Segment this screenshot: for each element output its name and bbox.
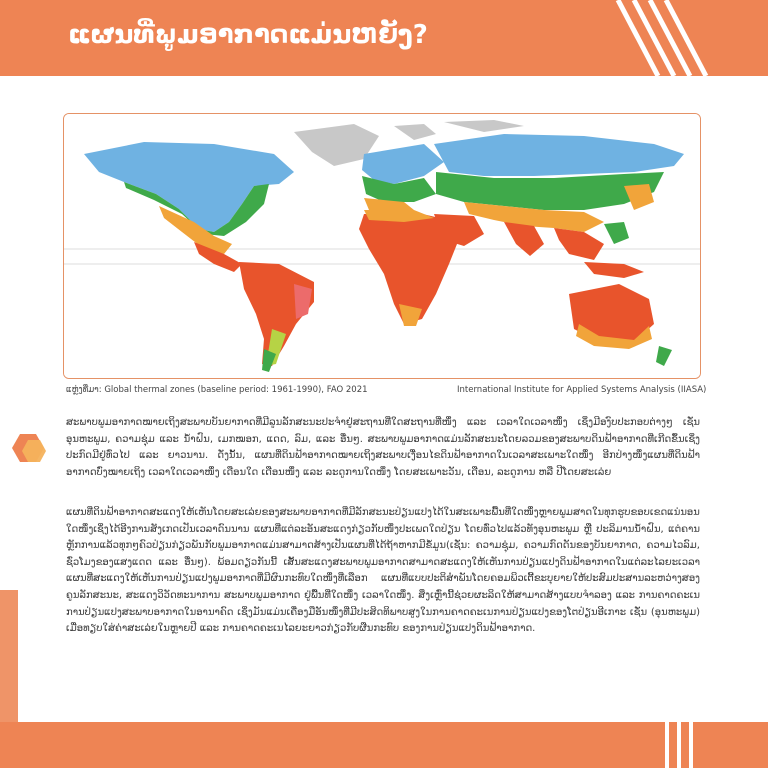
page-header [0, 0, 768, 76]
page-footer [0, 722, 768, 768]
footer-stripes-icon [655, 722, 745, 768]
paragraph-climate-maps: ແຜນທີ່ດິນຟ້າອາກາດສະແດງໃຫ້ເຫັນໂດຍສະເລ່ຍຂອງສະພາບອາກາດທີ່ມີລັກສະນະປ່ຽນແປງໄດ້ໃນສະເພາະພື້ນທີ່ໃດໜຶ່ງຫຼາຍພູມສາດໃນທຸກຮູບຂອບເຂດແນ່ນອນໃດໜຶ່ງເຊິ່ງໄດ້ອີງການສັງເກດເປັນເວລາດົນນານ ແຜນທີ່ແຕ່ລະອັນສະແດງກ່ຽວກັບໜຶ່ງປະເພດໃດປ່ຽນ ໂດຍທົ່ວໄປແລ້ວທັງອຸນຫະພູມ ຫຼື ປະລິມານນ້ຳຝົນ, ແຕ່ຄານຫຼັກການແລ້ວທຸກໆຄົວປ່ຽນກ່ຽວພັນກັບພູມອາກາດແມ່ນສາມາດສ້າງເປັນແຜນທີ່ໄດ້ຖ້າຫາກມີຂໍ້ມູນ(ເຊັ່ນ: ຄວາມຊຸ່ມ, ຄວາມກົດດັນຂອງບັນຍາກາດ, ຄວາມໄວລົມ, ຊົ່ວໂມງຂອງແສງແດດ ແລະ ອື່ນໆ). ພ້ອມດຽວກັນນີ້ ເສັ້ນສະແດງສະພາບພູມອາກາດສາມາດສະແດງໃຫ້ເຫັນການປ່ຽນແປງດິນຟ້າອາກາດໃນແຕ່ລະໄລຍະເວລາ ແຜນທີ່ສະແດງໃຫ້ເຫັນການປ່ຽນແປງພູມອາກາດທີ່ມີຜົນກະທົບໃດໜຶ່ງທີ່ເລືອກ ແຜນທີ່ແບບປະຕິສຳພັນໂດຍຄອມພິວເຕີ້ຂະບຸຍາຍໃຫ້ປະສົມປະສານລະຫວ່າງສອງຄູນລັກສະນະ, ສະແດງວິວັດທະນາການ ສະພາບພູມອາກາດ ຢູ່ພື້ນທີ່ໃດໜຶ່ງ ເວລາໃດໜຶ່ງ. ສິ່ງເຫຼົ່ານີ້ຊ່ວຍຜະລິດໃຫ້ສາມາດສ້າງແບບຈຳລອງ ແລະ ການຄາດຄະເນ ການປ່ຽນແປງສະພາບອາກາດໃນອານາຄົດ ເຊິ່ງມັນແມ່ນເຄື່ອງມືອັນໜຶ່ງທີ່ມີປະສິດທິພາບສູງໃນການຄາດຄະເນການປ່ຽນແປງຂອງໂຕປ່ຽນອີເກາະ ເຊັ່ນ (ອຸນຫະພູມ) ເມື່ອທຽບໃສ່ຄ່າສະເລ່ຍໃນຫຼາຍປີ ແລະ ການຄາດຄະເນໄລຍະຍາວກ່ຽວກັບຜືນກະທົບ ຂອງການປ່ຽນແປງດິນຟ້າອາກາດ. [66, 507, 700, 635]
decorative-stripes-icon [600, 0, 768, 76]
map-source-caption: ແຫຼ່ງທີ່ມາ: Global thermal zones (baseline period: 1961-1990), FAO 2021 [66, 385, 368, 395]
hexagon-bullet-icon [10, 432, 50, 468]
world-thermal-zones-map [63, 113, 701, 379]
map-credit-caption: International Institute for Applied Systems Analysis (IIASA) [457, 385, 707, 395]
paragraph-definition: ສະພາບພູມອາກາດໝາຍເຖິງສະພາບບັນຍາກາດທີ່ມີລູນລັກສະນະປະຈຳຢູ່ສະຖານທີ່ໃດສະຖານທີ່ໜຶ່ງ ແລະ ເວລາໃດເວລາໜຶ່ງ ເຊິ່ງມີອງົບປະກອບຕ່າງໆ ເຊັ່ນ ອຸນຫະພູມ, ຄວາມຊຸ່ມ ແລະ ນ້ຳຝົນ, ເມກໝອກ, ແດດ, ລົມ, ແລະ ອື່ນໆ. ສະພາບພູມອາກາດແມ່ນລັກສະນະໂດຍລວມຂອງສະພາບດິນຟ້າອາກາດທີ່ເກີດຂຶ້ນເຊິ່ງປະກົດມີຢູ່ທົ່ວໄປ ແລະ ຍາວນານ. ດັ່ງນັ້ນ, ແຜນທີ່ດິນຟ້າອາກາດໝາຍເຖິງສະພາບເງື່ອນໄຂດິນຟ້າອາກາດໃນເວລາສະເພາະໃດໜຶ່ງ ອີກປ່າງໜຶ່ງແຜນທີ່ດິນຟ້າອາກາດບົ່ງໝາຍເຖິງ ເວລາໃດເວລາໜຶ່ງ ເດືອນໃດ ເດືອນໜຶ່ງ ແລະ ລະດູການໃດໜຶ່ງ ໂດຍສະເພາະວັນ, ເດືອນ, ລະດູການ ຫລື ປີໂດຍສະເລ່ຍ [66, 417, 700, 478]
world-map-icon [64, 114, 700, 378]
page-title: ແຜນທີ່ພູມອາກາດແມ່ນຫຍັງ? [68, 20, 428, 50]
